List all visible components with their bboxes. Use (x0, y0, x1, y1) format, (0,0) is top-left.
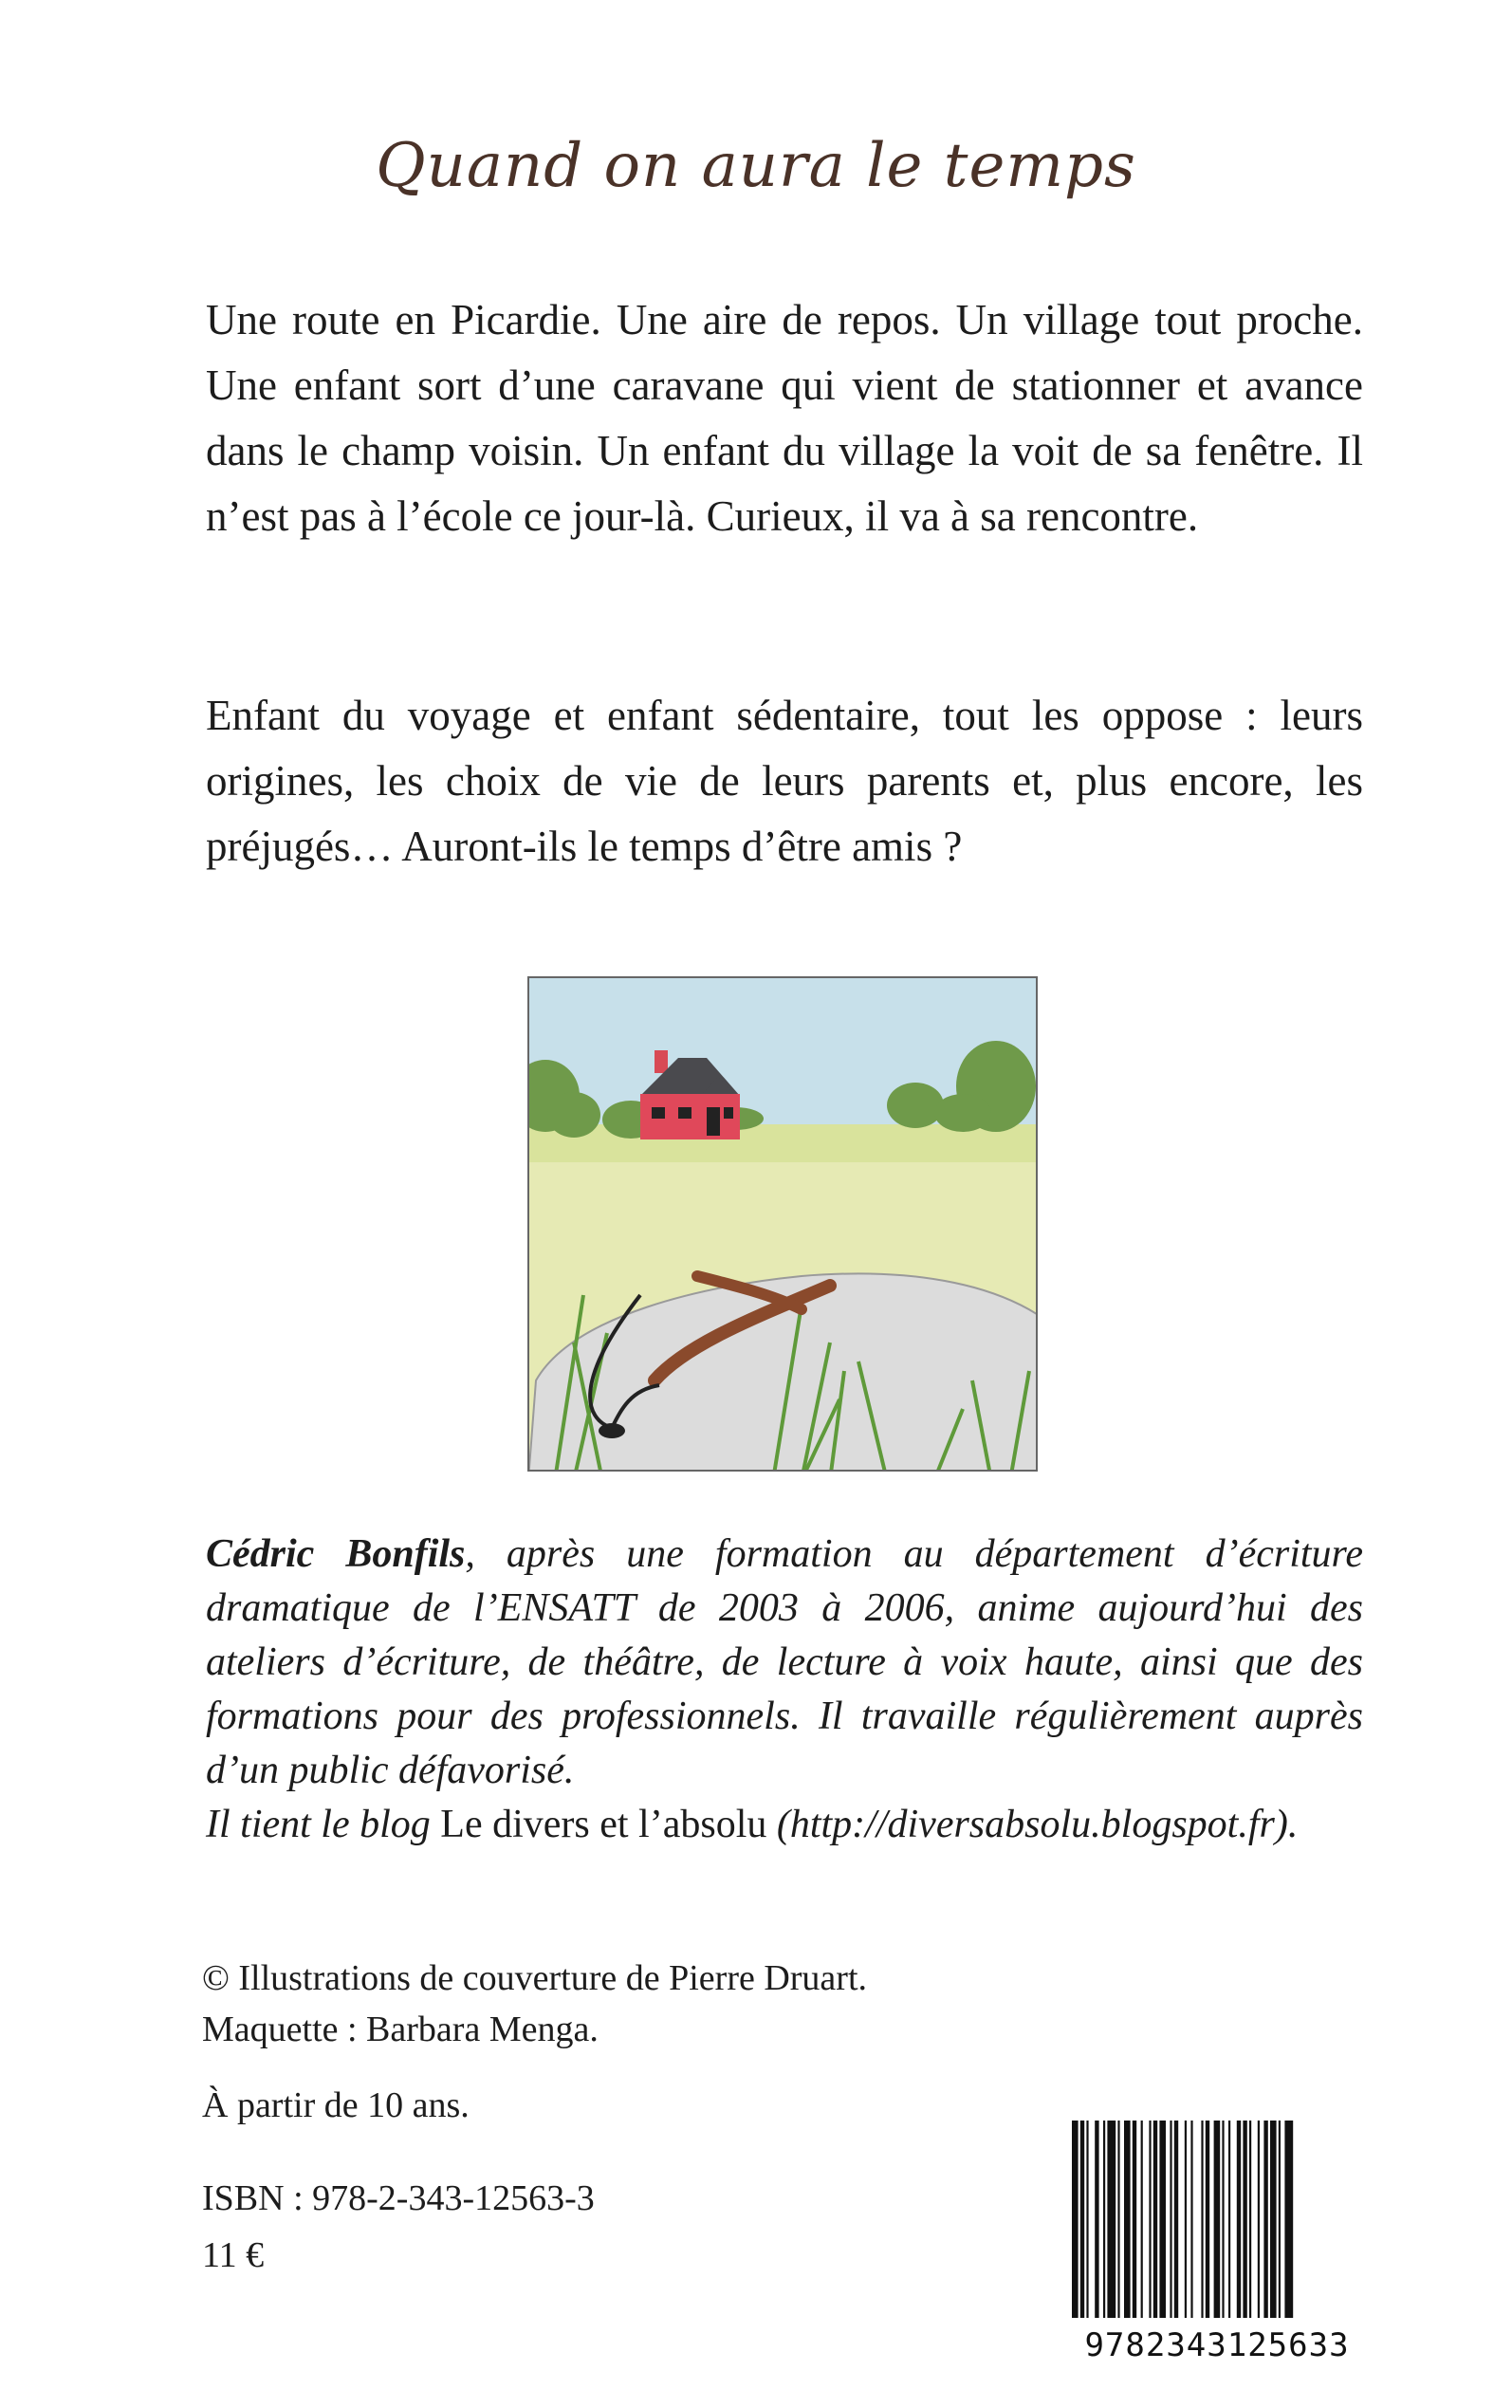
blog-url: (http://diversabsolu.blogspot.fr). (766, 1803, 1299, 1846)
author-name: Cédric Bonfils (206, 1532, 466, 1576)
age-range: À partir de 10 ans. (202, 2085, 470, 2125)
illustration-credit: © Illustrations de couverture de Pierre Druart. (202, 1958, 868, 1998)
layout-credit: Maquette : Barbara Menga. (202, 2010, 599, 2049)
blog-intro: Il tient le blog (206, 1803, 441, 1846)
isbn-barcode (1066, 2121, 1368, 2367)
isbn: ISBN : 978-2-343-12563-3 (202, 2178, 595, 2218)
price: 11 € (202, 2235, 265, 2275)
book-title: Quand on aura le temps (376, 131, 1136, 201)
author-bio-text: , après une formation au département d’écriture dramatique de l’ENSATT de 2003 à 2006, anime aujourd’hui des ateliers d’écriture, de théâtre, de lecture à voix haute, ainsi que des formations pour des professionnels. Il travaille régulièrement auprès d’un public défavorisé. (206, 1532, 1363, 1792)
author-bio (206, 1528, 1363, 1852)
cover-illustration (517, 935, 1048, 1480)
barcode-digits: 9782343125633 (1084, 2326, 1350, 2364)
blog-name: Le divers et l’absolu (440, 1803, 767, 1846)
summary-paragraph-1: Une route en Picardie. Une aire de repos. Un village tout proche. Une enfant sort d’une caravane qui vient de stationner et avance dans le champ voisin. Un enfant du village la voit de sa fenêtre. Il n’est pas à l’école ce jour-là. Curieux, il va à sa rencontre. (206, 296, 1363, 540)
summary-paragraph-2: Enfant du voyage et enfant sédentaire, tout les oppose : leurs origines, les choix de vie de leurs parents et, plus encore, les préjugés… Auront-ils le temps d’être amis ? (206, 692, 1363, 870)
